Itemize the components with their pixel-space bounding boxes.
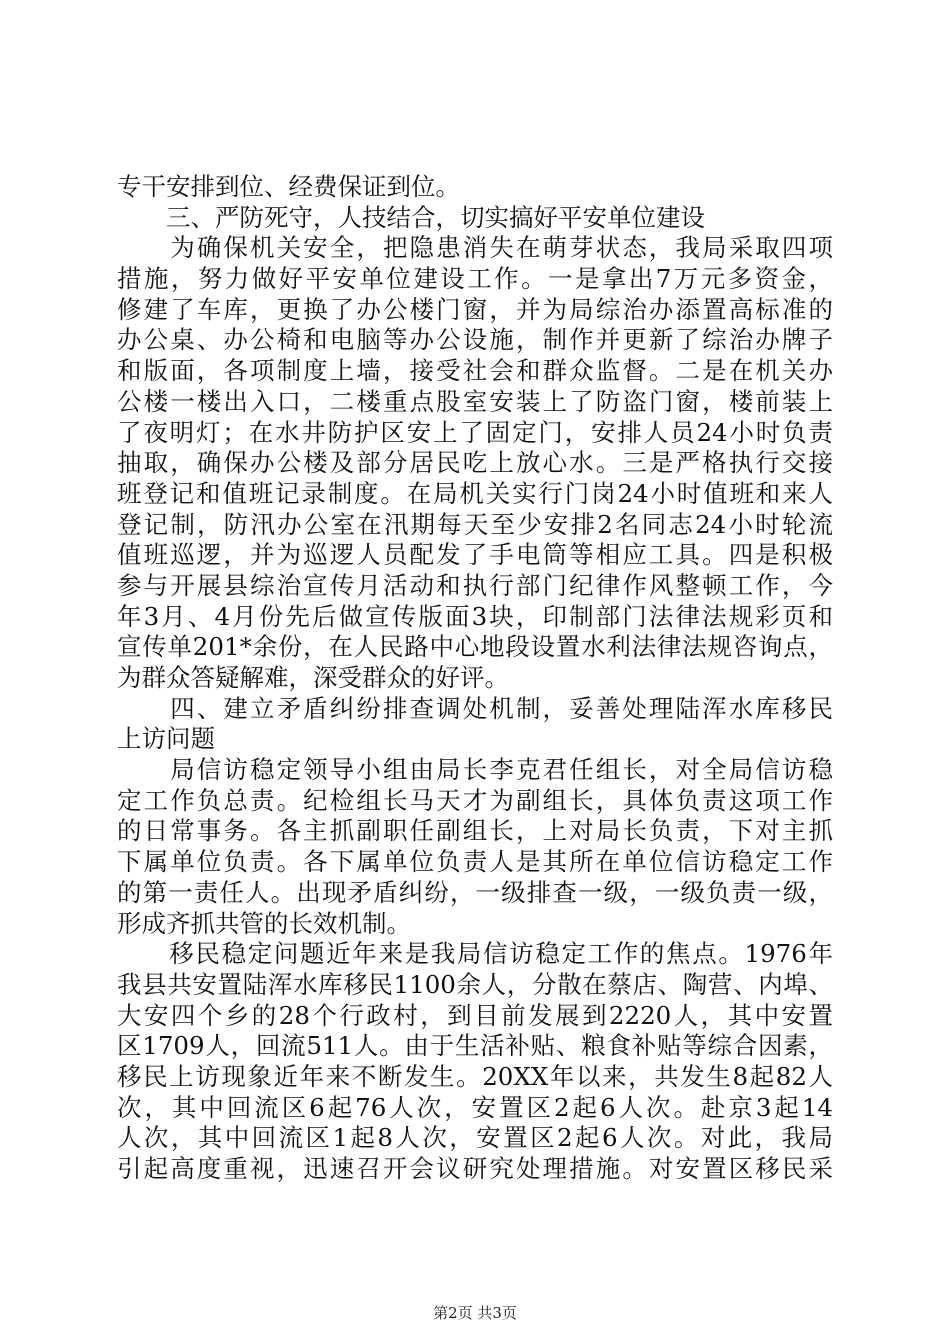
text-line: 四、建立矛盾纠纷排查调处机制，妥善处理陆浑水库移民 <box>117 693 833 723</box>
text-line: 形成齐抓共管的长效机制。 <box>117 908 411 938</box>
text-line: 我县共安置陆浑水库移民1100余人，分散在蔡店、陶营、内埠、 <box>117 969 833 999</box>
text-line: 班登记和值班记录制度。在局机关实行门岗24小时值班和来人 <box>117 478 833 508</box>
text-line: 引起高度重视，迅速召开会议研究处理措施。对安置区移民采 <box>117 1154 833 1183</box>
text-line: 上访问题 <box>117 724 215 754</box>
text-line: 移民稳定问题近年来是我局信访稳定工作的焦点。1976年 <box>117 939 833 969</box>
document-body <box>117 172 833 1185</box>
text-line: 大安四个乡的28个行政村，到目前发展到2220人，其中安置 <box>117 1000 833 1030</box>
text-line: 参与开展县综治宣传月活动和执行部门纪律作风整顿工作，今 <box>117 570 833 600</box>
text-line: 年3月、4月份先后做宣传版面3块，印制部门法律法规彩页和 <box>117 601 833 631</box>
text-line: 公楼一楼出入口，二楼重点股室安装上了防盗门窗，楼前装上 <box>117 386 833 416</box>
text-line: 宣传单201*余份，在人民路中心地段设置水利法律法规咨询点， <box>117 632 833 662</box>
text-line: 抽取，确保办公楼及部分居民吃上放心水。三是严格执行交接 <box>117 448 833 478</box>
text-line: 了夜明灯；在水井防护区安上了固定门，安排人员24小时负责 <box>117 417 833 447</box>
text-line: 三、严防死守，人技结合，切实搞好平安单位建设 <box>117 202 705 232</box>
text-line: 值班巡逻，并为巡逻人员配发了手电筒等相应工具。四是积极 <box>117 540 833 570</box>
text-line: 移民上访现象近年来不断发生。20XX年以来，共发生8起82人 <box>117 1061 833 1091</box>
text-line: 定工作负总责。纪检组长马天才为副组长，具体负责这项工作 <box>117 785 833 815</box>
text-line: 区1709人，回流511人。由于生活补贴、粮食补贴等综合因素， <box>117 1031 833 1061</box>
page-footer: 第2页 共3页 <box>433 1304 517 1322</box>
text-line: 措施，努力做好平安单位建设工作。一是拿出7万元多资金， <box>117 264 833 294</box>
text-line: 局信访稳定领导小组由局长李克君任组长，对全局信访稳 <box>117 755 833 785</box>
text-line: 的第一责任人。出现矛盾纠纷，一级排查一级，一级负责一级， <box>117 877 833 907</box>
text-line: 专干安排到位、经费保证到位。 <box>117 172 460 201</box>
text-line: 修建了车库，更换了办公楼门窗，并为局综治办添置高标准的 <box>117 294 833 324</box>
text-line: 和版面，各项制度上墙，接受社会和群众监督。二是在机关办 <box>117 356 833 386</box>
text-line: 登记制，防汛办公室在汛期每天至少安排2名同志24小时轮流 <box>117 509 833 539</box>
text-line: 的日常事务。各主抓副职任副组长，上对局长负责，下对主抓 <box>117 816 833 846</box>
text-line: 次，其中回流区6起76人次，安置区2起6人次。赴京3起14 <box>117 1092 833 1122</box>
text-line: 办公桌、办公椅和电脑等办公设施，制作并更新了综治办牌子 <box>117 325 833 355</box>
text-line: 为确保机关安全，把隐患消失在萌芽状态，我局采取四项 <box>117 233 833 263</box>
text-line: 下属单位负责。各下属单位负责人是其所在单位信访稳定工作 <box>117 847 833 877</box>
text-line: 为群众答疑解难，深受群众的好评。 <box>117 663 509 692</box>
text-line: 人次，其中回流区1起8人次，安置区2起6人次。对此，我局 <box>117 1123 833 1153</box>
